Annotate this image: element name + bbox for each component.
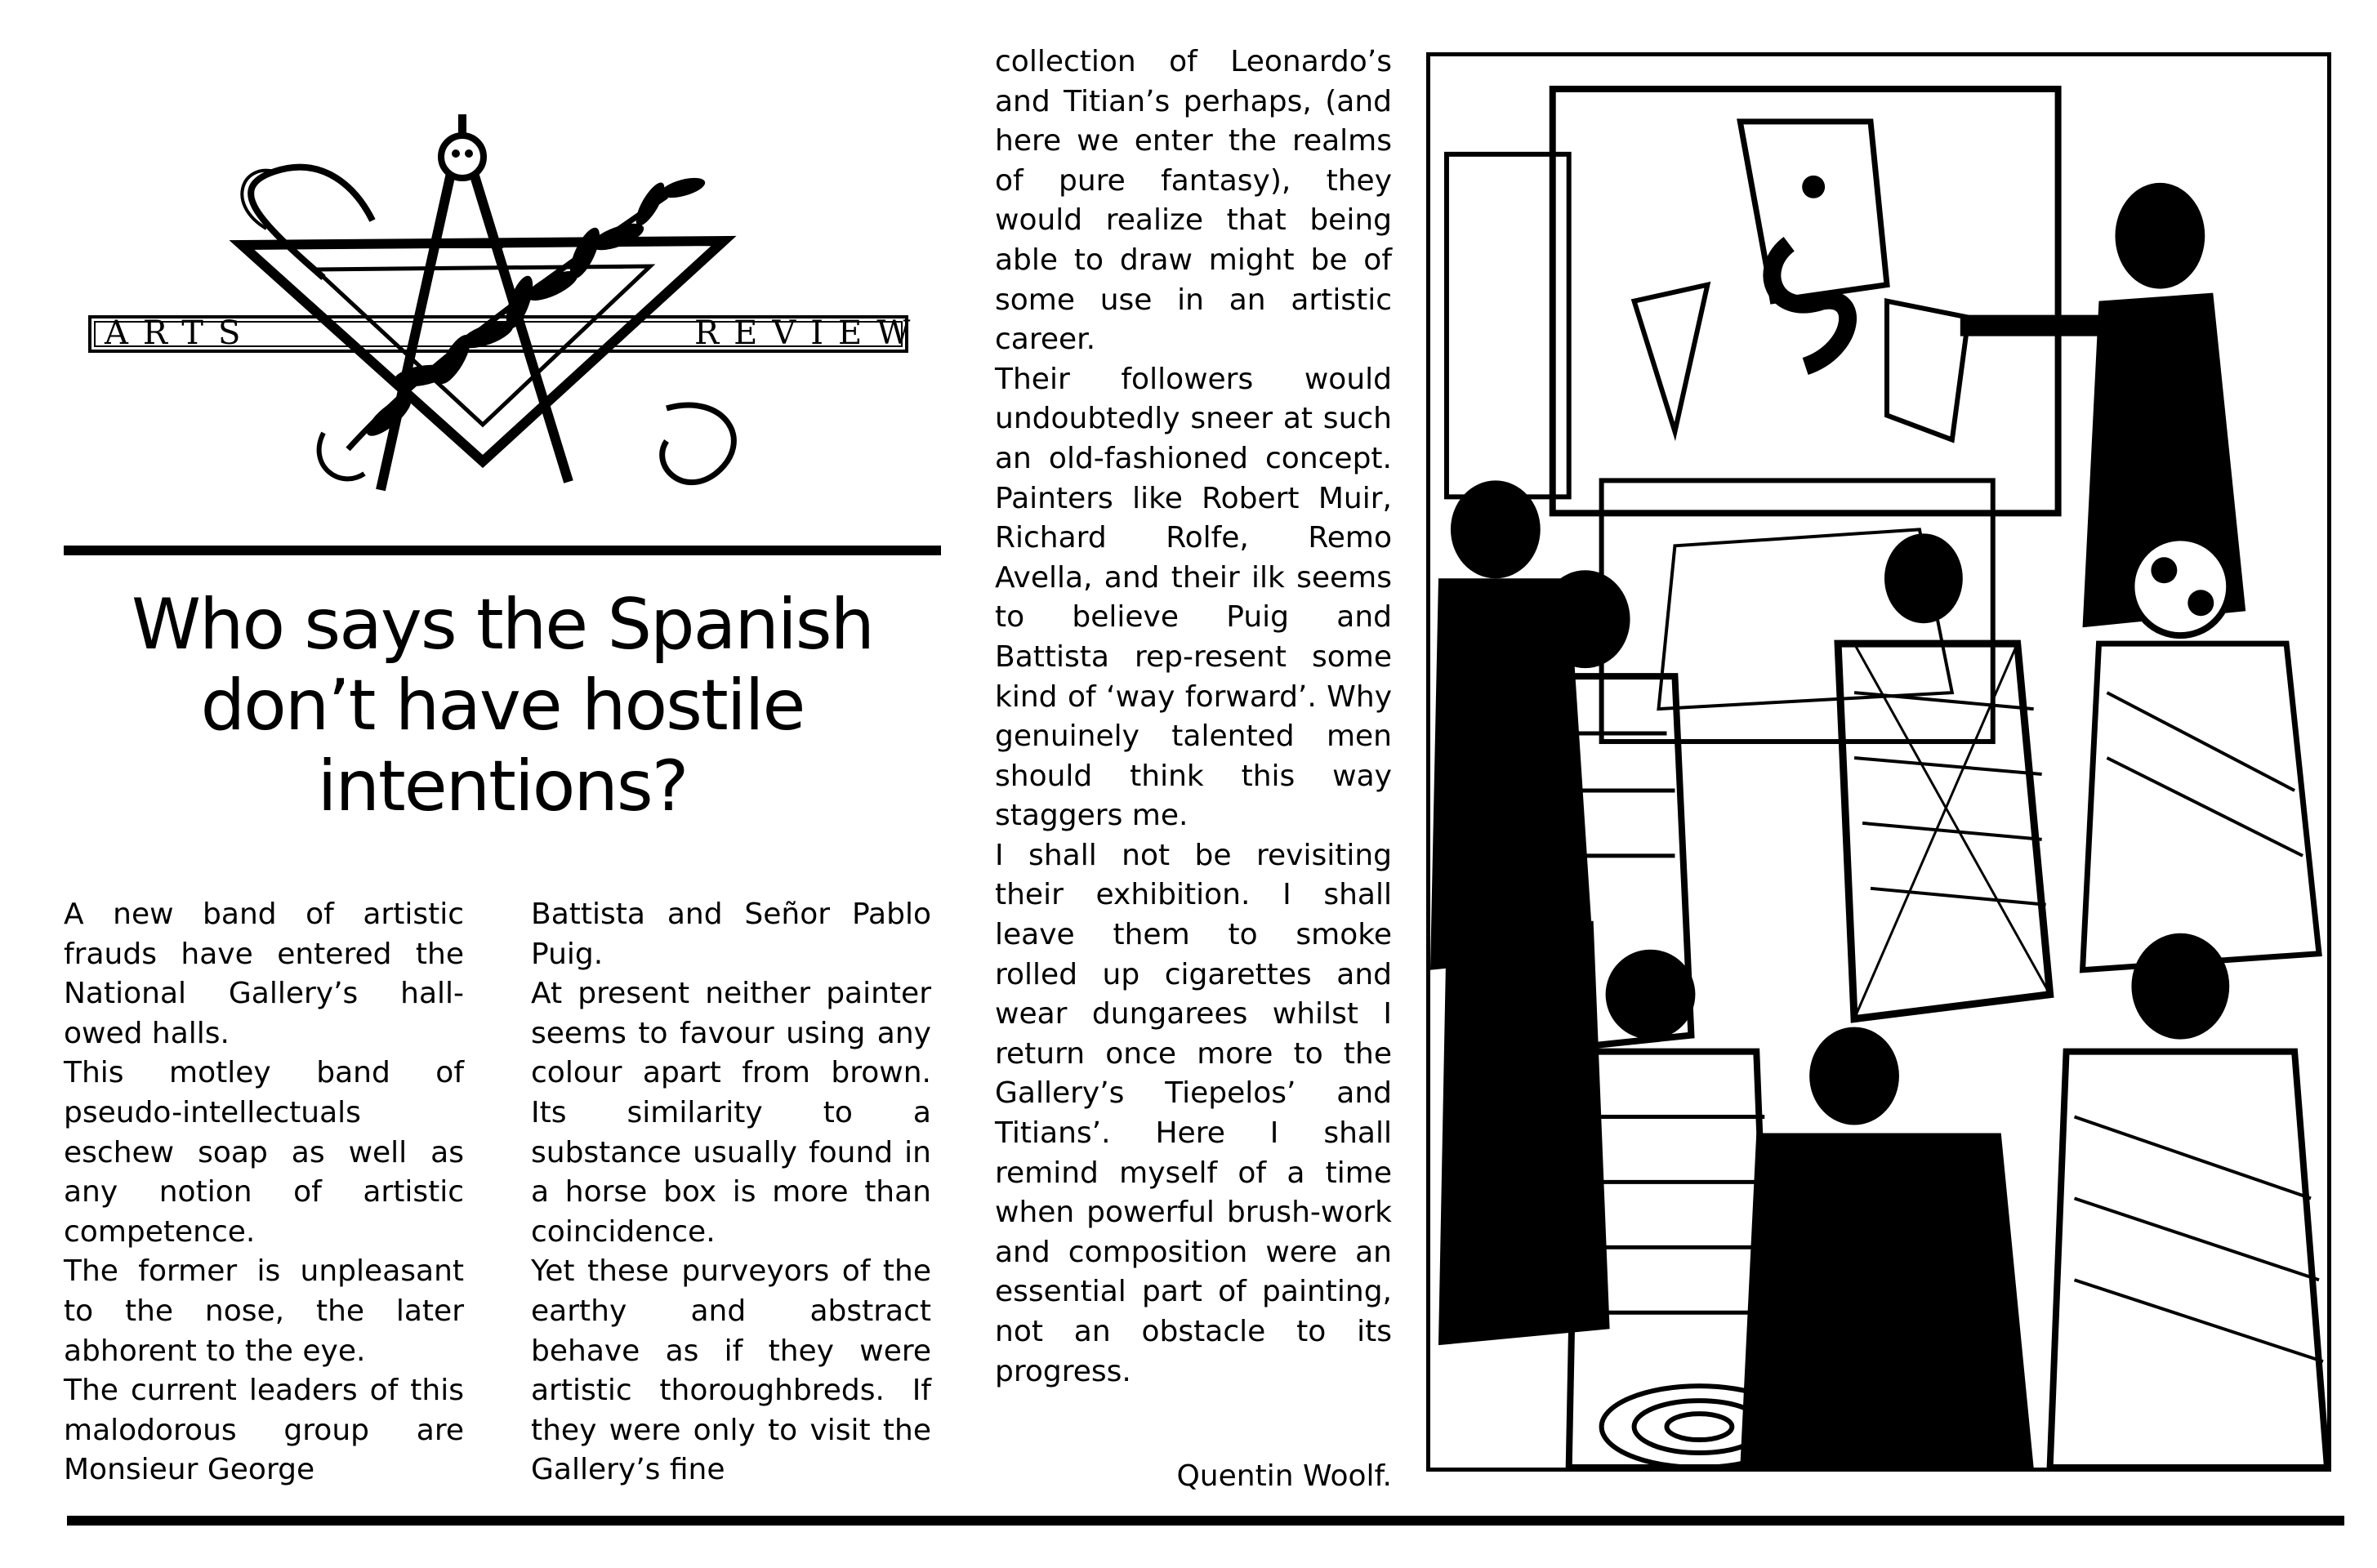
paragraph: Battista and Señor Pablo Puig.: [531, 898, 931, 971]
paragraph: Their followers would undoubtedly sneer at such an old-fashioned concept. Painters like Robert Muir, Richard Rolfe, Remo Avella, and their ilk seems to believe Puig and Battista rep-resent some kind of ‘way forward’. Why genuinely talented men should think this way staggers me.: [995, 362, 1392, 833]
article-headline: Who says the Spanish don’t have hostile intentions?: [131, 584, 874, 827]
bottom-rule: [67, 1516, 2344, 1526]
gallery-illustration: [1426, 52, 2331, 1472]
paragraph: Yet these purveyors of the earthy and abstract behave as if they were artistic thoroughbreds. If they were only to visit the Gallery’s fine: [531, 1254, 931, 1487]
paragraph: The current leaders of this malodorous group are Monsieur George: [64, 1374, 464, 1487]
paragraph: collection of Leonardo’s and Titian’s perhaps, (and here we enter the realms of pure fantasy), they would realize that being able to draw might be of some use in an artistic career.: [995, 45, 1392, 357]
paragraph: This motley band of pseudo-intellectuals eschew soap as well as any notion of artistic competence.: [64, 1056, 464, 1249]
article-column-2: [531, 895, 931, 1490]
arts-review-emblem: [78, 98, 928, 523]
article-column-1: [64, 895, 464, 1490]
author-signature: Quentin Woolf.: [1176, 1459, 1392, 1493]
review-label: REVIEW: [694, 314, 925, 352]
paragraph: The former is unpleasant to the nose, the later abhorent to the eye.: [64, 1254, 464, 1368]
paragraph: I shall not be revisiting their exhibition. I shall leave them to smoke rolled up cigarettes and wear dungarees whilst I return once more to the Gallery’s Tiepelos’ and Titians’. Here I shall remind myself of a time when powerful brush-work and composition were an essential part of painting, not an obstacle to its progress.: [995, 838, 1392, 1388]
paragraph: A new band of artistic frauds have entered the National Gallery’s hall-owed halls.: [64, 898, 464, 1050]
compass-laurel-icon: [78, 98, 928, 523]
arts-label: ARTS: [105, 314, 256, 352]
gallery-crowd-drawing: [1430, 56, 2327, 1468]
headline-rule: [64, 546, 941, 555]
article-column-3: [995, 42, 1392, 1392]
paragraph: At present neither painter seems to favour using any colour apart from brown. Its similarity to a substance usually found in a horse box is more than coincidence.: [531, 977, 931, 1249]
